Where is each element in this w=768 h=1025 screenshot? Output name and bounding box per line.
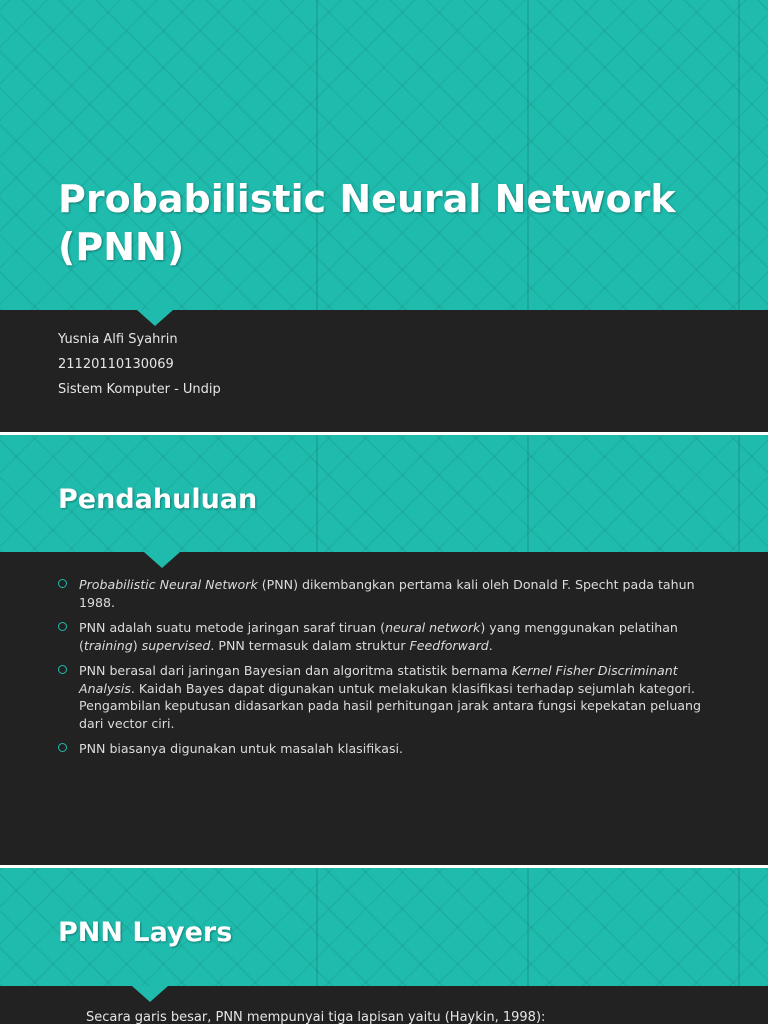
slide-pnn-layers (0, 868, 768, 1024)
circle-bullet-icon (58, 579, 67, 588)
bullet-item (58, 619, 718, 654)
bullet-text-run: training (83, 637, 133, 653)
presentation-title: Probabilistic Neural Network (PNN) (58, 177, 676, 269)
slide-title (0, 0, 768, 432)
bullet-text-run: Kernel Fisher Discriminant Analysis (79, 663, 678, 696)
bullet-text-run: Probabilistic Neural Network (79, 577, 258, 592)
author-name: Yusnia Alfi Syahrin (58, 332, 178, 347)
notch-marker (137, 310, 173, 326)
circle-bullet-icon (58, 622, 67, 631)
bullet-text-run: PNN biasanya digunakan untuk masalah klasifikasi. (79, 741, 404, 756)
bullet-text-run: PNN berasal dari jaringan Bayesian dan algoritma statistik bernama (79, 663, 512, 678)
bullet-text (79, 741, 403, 756)
bullet-item (58, 662, 718, 732)
bullet-item (58, 740, 718, 758)
bullet-text (79, 577, 695, 610)
bullet-text-run: ) yang menggunakan pelatihan ( (79, 620, 678, 653)
author-info (58, 327, 221, 402)
bullet-text (79, 663, 701, 731)
notch-marker (132, 986, 168, 1002)
layers-intro-text: Secara garis besar, PNN mempunyai tiga lapisan yaitu (Haykin, 1998): (86, 1010, 546, 1025)
bullet-text-run: . PNN termasuk dalam struktur (210, 637, 410, 653)
affiliation: Sistem Komputer - Undip (58, 382, 221, 397)
bullet-text-run: neural network (385, 620, 481, 635)
bullet-text-run: supervised (141, 637, 211, 653)
bullet-text (79, 620, 678, 653)
bullet-item (58, 576, 718, 611)
bullet-text-run: (PNN) dikembangkan pertama kali oleh Donald F. Specht pada tahun 1988. (79, 577, 695, 610)
bullet-text-run: ) (132, 637, 142, 653)
bullet-text-run: PNN adalah suatu metode jaringan saraf tiruan ( (79, 620, 386, 635)
section-title-pnn-layers: PNN Layers (58, 917, 233, 948)
circle-bullet-icon (58, 665, 67, 674)
notch-marker (144, 552, 180, 568)
bullet-text-run: . (488, 637, 493, 653)
student-id: 21120110130069 (58, 357, 174, 372)
circle-bullet-icon (58, 743, 67, 752)
bullet-text-run: . Kaidah Bayes dapat digunakan untuk melakukan klasifikasi terhadap sejumlah kategori. Pengambilan keputusan didasarkan pada hasil perhitungan jarak antara fungsi kepekatan peluang dari vector ciri. (79, 680, 701, 731)
section-title-pendahuluan: Pendahuluan (58, 484, 258, 515)
bullet-text-run: Feedforward (409, 637, 489, 653)
bullet-list (58, 576, 718, 766)
